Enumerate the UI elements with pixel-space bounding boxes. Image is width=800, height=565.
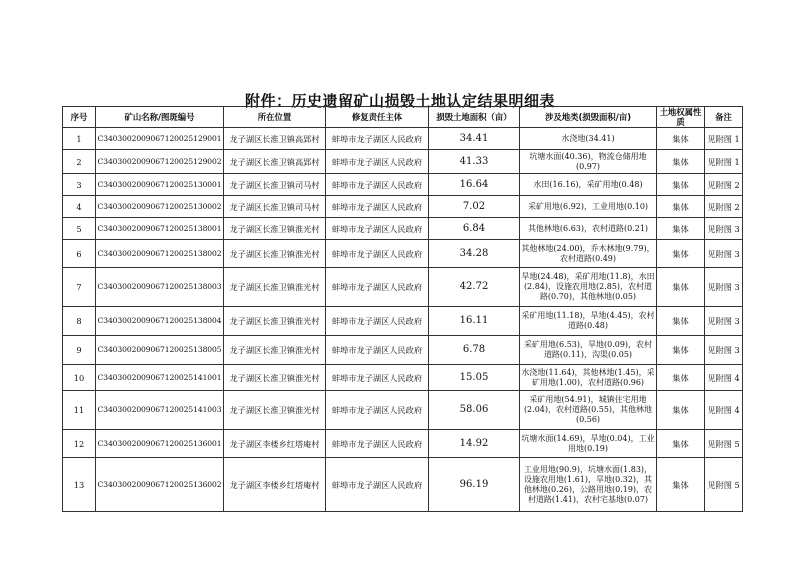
damaged-area: 96.19 <box>429 458 520 512</box>
location: 龙子湖区李楼乡红塔庵村 <box>224 430 326 458</box>
ownership: 集体 <box>657 365 705 391</box>
land-types: 采矿用地(11.18)，旱地(4.45)，农村道路(0.48) <box>520 307 657 336</box>
land-types: 采矿用地(6.92)，工业用地(0.10) <box>520 196 657 218</box>
header-cell: 矿山名称/图斑编号 <box>96 107 224 128</box>
land-types: 水浇地(11.64)，其他林地(1.45)，采矿用地(1.00)，农村道路(0.96) <box>520 365 657 391</box>
note: 见附图 4 <box>705 365 743 391</box>
note: 见附图 3 <box>705 307 743 336</box>
ownership: 集体 <box>657 150 705 174</box>
damaged-area: 7.02 <box>429 196 520 218</box>
row-number: 11 <box>63 391 96 430</box>
table-row <box>63 458 743 512</box>
table-row <box>63 365 743 391</box>
row-number: 9 <box>63 336 96 365</box>
responsible-party: 蚌埠市龙子湖区人民政府 <box>326 391 429 430</box>
location: 龙子湖区长淮卫镇淮光村 <box>224 365 326 391</box>
results-table <box>62 106 743 512</box>
ownership: 集体 <box>657 336 705 365</box>
location: 龙子湖区长淮卫镇淮光村 <box>224 268 326 307</box>
row-number: 12 <box>63 430 96 458</box>
mine-code: C3403002009067120025138002 <box>96 240 224 268</box>
table-row <box>63 150 743 174</box>
ownership: 集体 <box>657 174 705 196</box>
mine-code: C3403002009067120025138003 <box>96 268 224 307</box>
note: 见附图 1 <box>705 150 743 174</box>
table-row <box>63 336 743 365</box>
table-row <box>63 174 743 196</box>
land-types: 水浇地(34.41) <box>520 128 657 150</box>
row-number: 4 <box>63 196 96 218</box>
row-number: 1 <box>63 128 96 150</box>
note: 见附图 4 <box>705 391 743 430</box>
damaged-area: 34.41 <box>429 128 520 150</box>
table-row <box>63 307 743 336</box>
responsible-party: 蚌埠市龙子湖区人民政府 <box>326 336 429 365</box>
table-row <box>63 430 743 458</box>
mine-code: C3403002009067120025141001 <box>96 365 224 391</box>
header-cell: 序号 <box>63 107 96 128</box>
land-types: 坑塘水面(14.69)，旱地(0.04)，工业用地(0.19) <box>520 430 657 458</box>
damaged-area: 41.33 <box>429 150 520 174</box>
responsible-party: 蚌埠市龙子湖区人民政府 <box>326 458 429 512</box>
row-number: 7 <box>63 268 96 307</box>
mine-code: C3403002009067120025138004 <box>96 307 224 336</box>
damaged-area: 34.28 <box>429 240 520 268</box>
ownership: 集体 <box>657 218 705 240</box>
location: 龙子湖区长淮卫镇淮光村 <box>224 218 326 240</box>
mine-code: C3403002009067120025138005 <box>96 336 224 365</box>
land-types: 水田(16.16)，采矿用地(0.48) <box>520 174 657 196</box>
page-title: 附件：历史遗留矿山损毁土地认定结果明细表 <box>244 92 555 110</box>
responsible-party: 蚌埠市龙子湖区人民政府 <box>326 365 429 391</box>
damaged-area: 6.78 <box>429 336 520 365</box>
damaged-area: 42.72 <box>429 268 520 307</box>
responsible-party: 蚌埠市龙子湖区人民政府 <box>326 150 429 174</box>
ownership: 集体 <box>657 307 705 336</box>
mine-code: C3403002009067120025129002 <box>96 150 224 174</box>
header-cell: 修复责任主体 <box>326 107 429 128</box>
responsible-party: 蚌埠市龙子湖区人民政府 <box>326 128 429 150</box>
table-row <box>63 218 743 240</box>
row-number: 3 <box>63 174 96 196</box>
table-row <box>63 128 743 150</box>
mine-code: C3403002009067120025129001 <box>96 128 224 150</box>
damaged-area: 15.05 <box>429 365 520 391</box>
location: 龙子湖区长淮卫镇淮光村 <box>224 240 326 268</box>
table-row <box>63 196 743 218</box>
land-types: 其他林地(24.00)，乔木林地(9.79)，农村道路(0.49) <box>520 240 657 268</box>
mine-code: C3403002009067120025138001 <box>96 218 224 240</box>
note: 见附图 2 <box>705 174 743 196</box>
note: 见附图 2 <box>705 196 743 218</box>
responsible-party: 蚌埠市龙子湖区人民政府 <box>326 240 429 268</box>
mine-code: C3403002009067120025136002 <box>96 458 224 512</box>
land-types: 采矿用地(54.91)，城镇住宅用地(2.04)，农村道路(0.55)，其他林地(0.56) <box>520 391 657 430</box>
land-types: 坑塘水面(40.36)，物流仓储用地(0.97) <box>520 150 657 174</box>
note: 见附图 1 <box>705 128 743 150</box>
responsible-party: 蚌埠市龙子湖区人民政府 <box>326 307 429 336</box>
header-cell: 损毁土地面积（亩） <box>429 107 520 128</box>
responsible-party: 蚌埠市龙子湖区人民政府 <box>326 268 429 307</box>
land-types: 旱地(24.48)，采矿用地(11.8)，水田(2.84)，设施农用地(2.85)，农村道路(0.70)，其他林地(0.05) <box>520 268 657 307</box>
table-row <box>63 268 743 307</box>
ownership: 集体 <box>657 268 705 307</box>
table-row <box>63 391 743 430</box>
header-cell: 土地权属性质 <box>657 107 705 128</box>
note: 见附图 3 <box>705 240 743 268</box>
row-number: 2 <box>63 150 96 174</box>
note: 见附图 3 <box>705 268 743 307</box>
land-types: 其他林地(6.63)，农村道路(0.21) <box>520 218 657 240</box>
location: 龙子湖区长淮卫镇高郢村 <box>224 150 326 174</box>
table-row <box>63 240 743 268</box>
header-cell: 备注 <box>705 107 743 128</box>
responsible-party: 蚌埠市龙子湖区人民政府 <box>326 174 429 196</box>
responsible-party: 蚌埠市龙子湖区人民政府 <box>326 196 429 218</box>
location: 龙子湖区长淮卫镇司马村 <box>224 196 326 218</box>
row-number: 6 <box>63 240 96 268</box>
row-number: 13 <box>63 458 96 512</box>
damaged-area: 6.84 <box>429 218 520 240</box>
ownership: 集体 <box>657 196 705 218</box>
ownership: 集体 <box>657 128 705 150</box>
responsible-party: 蚌埠市龙子湖区人民政府 <box>326 218 429 240</box>
damaged-area: 14.92 <box>429 430 520 458</box>
note: 见附图 3 <box>705 218 743 240</box>
mine-code: C3403002009067120025130001 <box>96 174 224 196</box>
note: 见附图 5 <box>705 430 743 458</box>
location: 龙子湖区长淮卫镇淮光村 <box>224 336 326 365</box>
mine-code: C3403002009067120025130002 <box>96 196 224 218</box>
note: 见附图 5 <box>705 458 743 512</box>
location: 龙子湖区长淮卫镇高郢村 <box>224 128 326 150</box>
mine-code: C3403002009067120025136001 <box>96 430 224 458</box>
ownership: 集体 <box>657 458 705 512</box>
land-types: 采矿用地(6.53)，旱地(0.09)，农村道路(0.11)，沟渠(0.05) <box>520 336 657 365</box>
ownership: 集体 <box>657 391 705 430</box>
location: 龙子湖区李楼乡红塔庵村 <box>224 458 326 512</box>
table-header-row <box>63 107 743 128</box>
mine-code: C3403002009067120025141003 <box>96 391 224 430</box>
responsible-party: 蚌埠市龙子湖区人民政府 <box>326 430 429 458</box>
location: 龙子湖区长淮卫镇淮光村 <box>224 391 326 430</box>
damaged-area: 16.11 <box>429 307 520 336</box>
location: 龙子湖区长淮卫镇司马村 <box>224 174 326 196</box>
land-types: 工业用地(90.9)，坑塘水面(1.83)，设施农用地(1.61)，旱地(0.32)，其他林地(0.26)，公路用地(0.19)，农村道路(1.41)，农村宅基地(0.07) <box>520 458 657 512</box>
row-number: 8 <box>63 307 96 336</box>
note: 见附图 3 <box>705 336 743 365</box>
row-number: 10 <box>63 365 96 391</box>
header-cell: 涉及地类(损毁面积/亩) <box>520 107 657 128</box>
header-cell: 所在位置 <box>224 107 326 128</box>
row-number: 5 <box>63 218 96 240</box>
location: 龙子湖区长淮卫镇淮光村 <box>224 307 326 336</box>
ownership: 集体 <box>657 430 705 458</box>
damaged-area: 58.06 <box>429 391 520 430</box>
damaged-area: 16.64 <box>429 174 520 196</box>
ownership: 集体 <box>657 240 705 268</box>
